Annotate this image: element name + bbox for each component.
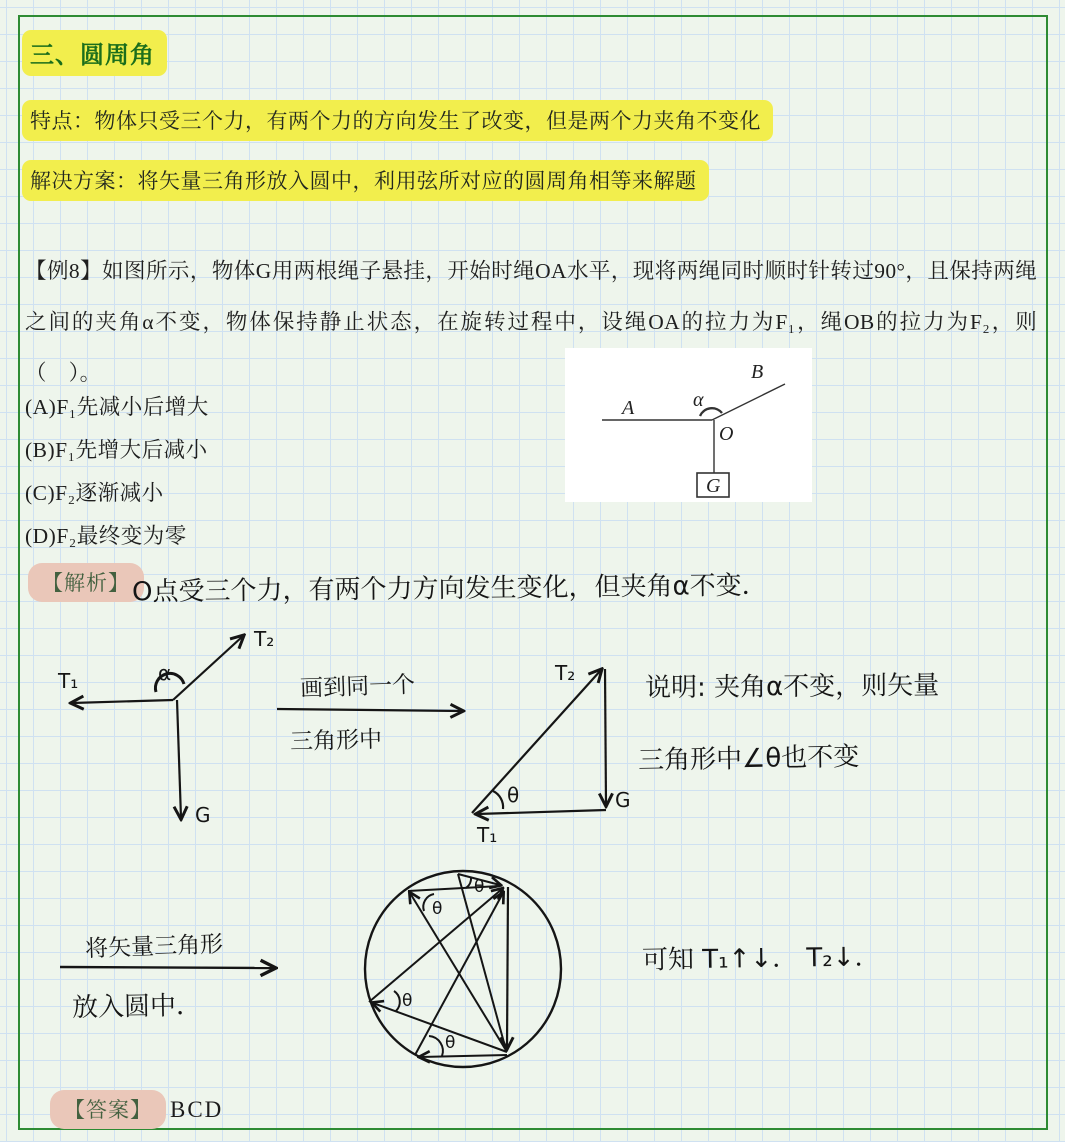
- triangle-t2-label: T₂: [555, 661, 576, 685]
- solution-line: 解决方案：将矢量三角形放入圆中，利用弦所对应的圆周角相等来解题: [30, 169, 697, 193]
- conclusion-text: 可知 T₁↑↓． T₂↓．: [641, 942, 881, 976]
- label-A: A: [622, 397, 635, 419]
- section-title-highlight: [22, 30, 167, 76]
- circle-theta-top: θ: [474, 877, 485, 897]
- analysis-label-highlight: [28, 563, 144, 602]
- feature-line: 特点：物体只受三个力，有两个力的方向发生了改变，但是两个力夹角不变化: [30, 109, 761, 133]
- option-d: (D)F₂最终变为零: [25, 524, 187, 548]
- analysis-note: O点受三个力，有两个力方向发生变化，但夹角α不变．: [131, 570, 768, 608]
- option-c: (C)F₂逐渐减小: [25, 481, 164, 505]
- vector-triangle: [455, 652, 640, 857]
- circle-theta-topleft: θ: [432, 899, 443, 919]
- circle-theta-bottomleft: θ: [445, 1033, 456, 1053]
- analysis-label: 【解析】: [42, 571, 130, 595]
- inscribed-circle-diagram: [350, 864, 582, 1082]
- answer-value: BCD: [170, 1097, 224, 1122]
- triangle-g-label: G: [615, 788, 631, 812]
- feature-line-highlight: [22, 100, 773, 141]
- triangle-theta-label: θ: [507, 783, 520, 807]
- force-alpha-label: α: [158, 661, 172, 685]
- arrow2-caption-bottom: 放入圆中．: [71, 990, 203, 1024]
- solution-line-highlight: [22, 160, 709, 201]
- force-t2-label: T₂: [254, 627, 275, 651]
- answer-label: 【答案】: [64, 1098, 152, 1122]
- answer-row: [50, 1090, 223, 1129]
- problem-text: 【例8】如图所示，物体G用两根绳子悬挂，开始时绳OA水平，现将两绳同时顺时针转过90°，且保持两绳之间的夹角α不变，物体保持静止状态，在旋转过程中，设绳OA的拉力为F₁，绳OB的拉力为F₂，则（ ）。: [25, 259, 1037, 385]
- rope-diagram: [565, 348, 812, 502]
- label-G: G: [706, 475, 721, 497]
- label-B: B: [751, 361, 764, 383]
- force-g-label: G: [195, 803, 211, 827]
- option-b: (B)F₁先增大后减小: [25, 438, 208, 462]
- triangle-t1-label: T₁: [477, 823, 498, 847]
- force-t1-label: T₁: [58, 669, 79, 693]
- arrow2: [52, 950, 287, 986]
- force-diagram: [40, 622, 285, 837]
- remark-line2: 三角形中∠θ也不变: [637, 742, 860, 776]
- problem-figure: [565, 348, 812, 502]
- arrow1-caption-bottom: 三角形中: [289, 726, 383, 756]
- option-a: (A)F₁先减小后增大: [25, 395, 209, 419]
- arrow1-caption-top: 画到同一个: [299, 671, 416, 702]
- circle-theta-midleft: θ: [402, 991, 413, 1011]
- remark-line1: 说明: 夹角α不变，则矢量: [644, 670, 940, 704]
- section-title: 三、圆周角: [30, 43, 155, 69]
- arrow2-caption-top: 将矢量三角形: [84, 931, 224, 963]
- label-alpha: α: [693, 389, 704, 411]
- label-O: O: [719, 423, 734, 445]
